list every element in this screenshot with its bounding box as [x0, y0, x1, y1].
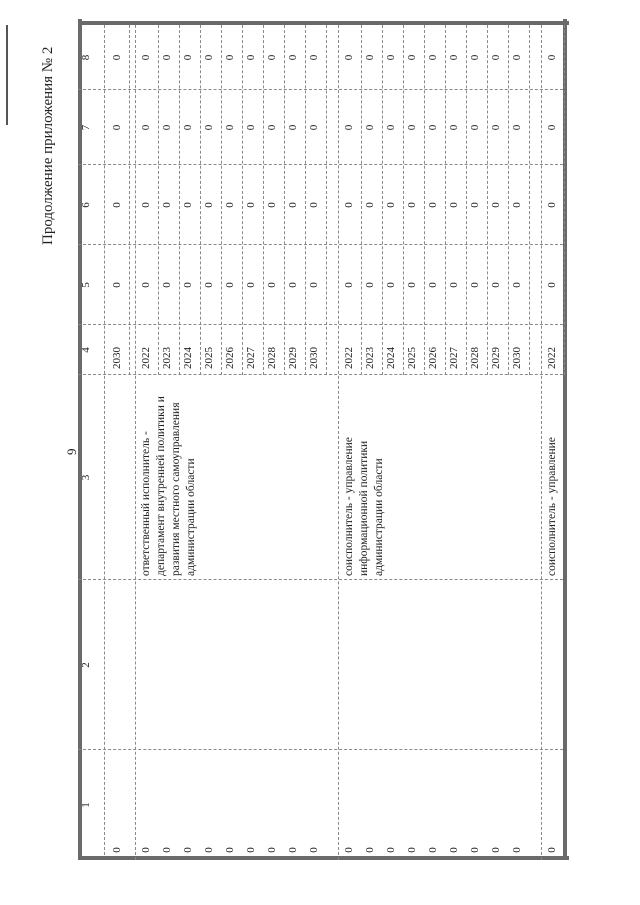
value-cell: 0	[427, 202, 439, 208]
block-rule	[135, 25, 136, 860]
value-cell: 0	[287, 124, 299, 131]
value-cell: 0	[343, 124, 355, 131]
header-rule	[104, 25, 105, 860]
value-cell: 0	[287, 202, 299, 208]
value-cell: 0	[364, 202, 376, 208]
value-cell: 0	[245, 124, 257, 131]
value-cell: 0	[343, 54, 355, 61]
value-cell: 0	[511, 202, 523, 208]
value-cell: 0	[140, 202, 152, 208]
year-cell: 2029	[287, 347, 299, 369]
scan-mark	[6, 25, 8, 125]
budget-table	[78, 25, 563, 860]
value-cell: 0	[448, 282, 460, 288]
column-divider	[78, 324, 563, 325]
value-cell: 0	[490, 282, 502, 288]
value-cell: 0	[406, 124, 418, 131]
column-divider	[78, 244, 563, 245]
value-cell: 0	[406, 202, 418, 208]
column-header: 8	[80, 54, 92, 61]
value-cell: 0	[161, 124, 173, 131]
value-cell: 0	[182, 847, 194, 853]
value-cell: 0	[364, 54, 376, 61]
year-cell: 2022	[546, 347, 558, 369]
value-cell: 0	[546, 124, 558, 131]
value-cell: 0	[448, 54, 460, 61]
column-divider	[78, 21, 569, 25]
value-cell: 0	[224, 202, 236, 208]
value-cell: 0	[343, 282, 355, 288]
value-cell: 0	[308, 202, 320, 208]
year-cell: 2030	[511, 347, 523, 369]
value-cell: 0	[385, 282, 397, 288]
value-cell: 0	[448, 202, 460, 208]
year-cell: 2030	[308, 347, 320, 369]
value-cell: 0	[111, 282, 123, 288]
value-cell: 0	[546, 282, 558, 288]
value-cell: 0	[308, 282, 320, 288]
row-rule	[529, 25, 530, 375]
value-cell: 0	[343, 202, 355, 208]
year-cell: 2025	[203, 347, 215, 369]
value-cell: 0	[287, 54, 299, 61]
value-cell: 0	[427, 54, 439, 61]
value-cell: 0	[266, 54, 278, 61]
year-cell: 2023	[364, 347, 376, 369]
value-cell: 0	[140, 124, 152, 131]
value-cell: 0	[546, 54, 558, 61]
value-cell: 0	[111, 124, 123, 131]
value-cell: 0	[511, 282, 523, 288]
value-cell: 0	[245, 202, 257, 208]
value-cell: 0	[308, 847, 320, 853]
value-cell: 0	[161, 54, 173, 61]
value-cell: 0	[224, 124, 236, 131]
value-cell: 0	[111, 847, 123, 853]
year-cell: 2030	[111, 347, 123, 369]
value-cell: 0	[182, 124, 194, 131]
column-divider	[78, 579, 563, 580]
year-cell: 2024	[182, 347, 194, 369]
value-cell: 0	[111, 54, 123, 61]
value-cell: 0	[427, 124, 439, 131]
value-cell: 0	[140, 282, 152, 288]
value-cell: 0	[406, 54, 418, 61]
value-cell: 0	[469, 124, 481, 131]
value-cell: 0	[490, 847, 502, 853]
year-cell: 2023	[161, 347, 173, 369]
row-rule	[129, 25, 130, 375]
value-cell: 0	[469, 847, 481, 853]
value-cell: 0	[245, 847, 257, 853]
value-cell: 0	[406, 282, 418, 288]
value-cell: 0	[182, 54, 194, 61]
value-cell: 0	[266, 202, 278, 208]
value-cell: 0	[182, 282, 194, 288]
block-rule	[541, 25, 542, 860]
year-cell: 2024	[385, 347, 397, 369]
value-cell: 0	[245, 282, 257, 288]
value-cell: 0	[406, 847, 418, 853]
value-cell: 0	[182, 202, 194, 208]
column-divider	[78, 374, 563, 375]
value-cell: 0	[364, 282, 376, 288]
column-header: 6	[80, 202, 92, 208]
value-cell: 0	[490, 124, 502, 131]
column-header: 1	[80, 802, 92, 808]
year-cell: 2026	[224, 347, 236, 369]
value-cell: 0	[448, 124, 460, 131]
block-rule	[338, 25, 339, 860]
year-cell: 2028	[266, 347, 278, 369]
value-cell: 0	[266, 282, 278, 288]
value-cell: 0	[469, 54, 481, 61]
table-top-border	[78, 19, 82, 860]
column-header: 4	[80, 347, 92, 353]
value-cell: 0	[427, 282, 439, 288]
value-cell: 0	[364, 124, 376, 131]
value-cell: 0	[266, 124, 278, 131]
value-cell: 0	[385, 124, 397, 131]
value-cell: 0	[546, 847, 558, 853]
value-cell: 0	[511, 124, 523, 131]
value-cell: 0	[385, 202, 397, 208]
value-cell: 0	[161, 847, 173, 853]
value-cell: 0	[469, 202, 481, 208]
value-cell: 0	[490, 54, 502, 61]
value-cell: 0	[343, 847, 355, 853]
value-cell: 0	[203, 124, 215, 131]
column-header: 5	[80, 282, 92, 288]
value-cell: 0	[245, 54, 257, 61]
column-header: 3	[80, 474, 92, 481]
value-cell: 0	[140, 54, 152, 61]
value-cell: 0	[224, 847, 236, 853]
value-cell: 0	[266, 847, 278, 853]
year-cell: 2026	[427, 347, 439, 369]
value-cell: 0	[161, 282, 173, 288]
column-header: 7	[80, 124, 92, 131]
year-cell: 2027	[245, 347, 257, 369]
page-number: 9	[64, 448, 79, 455]
executor-text: соисполнитель - управление информационной политики администрации области	[343, 437, 385, 576]
value-cell: 0	[203, 202, 215, 208]
row-rule	[326, 25, 327, 375]
column-header: 2	[80, 662, 92, 668]
column-divider	[78, 89, 563, 90]
value-cell: 0	[203, 847, 215, 853]
value-cell: 0	[448, 847, 460, 853]
value-cell: 0	[161, 202, 173, 208]
year-cell: 2029	[490, 347, 502, 369]
year-cell: 2025	[406, 347, 418, 369]
value-cell: 0	[287, 282, 299, 288]
appendix-caption: Продолжение приложения № 2	[40, 46, 56, 245]
executor-text: соисполнитель - управление	[546, 437, 558, 576]
value-cell: 0	[385, 847, 397, 853]
year-cell: 2027	[448, 347, 460, 369]
value-cell: 0	[308, 54, 320, 61]
year-cell: 2022	[140, 347, 152, 369]
value-cell: 0	[511, 54, 523, 61]
year-cell: 2028	[469, 347, 481, 369]
value-cell: 0	[427, 847, 439, 853]
value-cell: 0	[469, 282, 481, 288]
column-divider	[78, 749, 563, 750]
value-cell: 0	[546, 202, 558, 208]
value-cell: 0	[287, 847, 299, 853]
value-cell: 0	[490, 202, 502, 208]
executor-text: ответственный исполнитель - департамент внутренней политики и развития местного самоуправления администрации области	[140, 396, 197, 576]
value-cell: 0	[224, 54, 236, 61]
value-cell: 0	[511, 847, 523, 853]
value-cell: 0	[140, 847, 152, 853]
value-cell: 0	[111, 202, 123, 208]
value-cell: 0	[224, 282, 236, 288]
row-rule	[564, 25, 565, 375]
value-cell: 0	[385, 54, 397, 61]
value-cell: 0	[308, 124, 320, 131]
value-cell: 0	[203, 282, 215, 288]
year-cell: 2022	[343, 347, 355, 369]
value-cell: 0	[203, 54, 215, 61]
value-cell: 0	[364, 847, 376, 853]
column-divider	[78, 164, 563, 165]
